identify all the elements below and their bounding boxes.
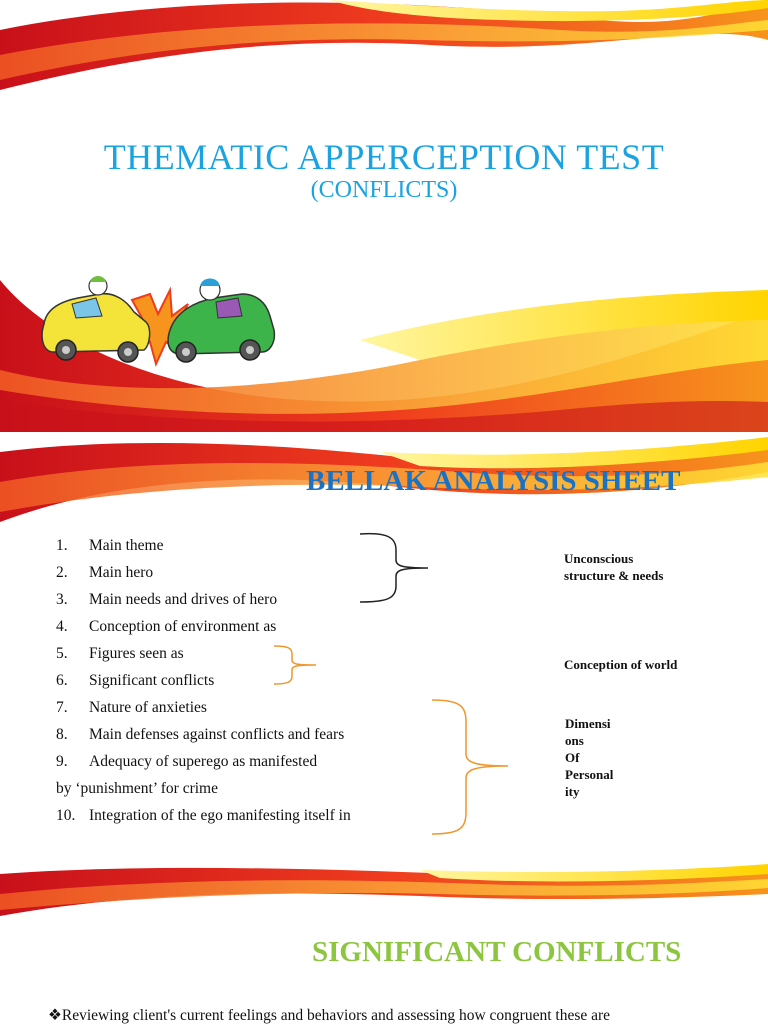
list-item: [56, 616, 351, 643]
list-item: [56, 589, 351, 616]
slide-significant-conflicts: [0, 864, 768, 1024]
label-conception: Conception of world: [564, 657, 678, 672]
list-item: [56, 535, 351, 562]
list-item: [56, 562, 351, 589]
item-number: 3.: [56, 591, 68, 608]
slide-title: [0, 0, 768, 432]
item-number: 2.: [56, 564, 68, 581]
item-text: Nature of anxieties: [89, 699, 207, 716]
top-swoosh-decoration: [0, 0, 768, 100]
item-text: Significant conflicts: [89, 672, 215, 689]
item-number: 10.: [56, 807, 76, 824]
item-text: Conception of environment as: [89, 618, 277, 635]
slide-heading: SIGNIFICANT CONFLICTS: [312, 936, 682, 968]
list-item-continuation: [56, 778, 351, 805]
label-line: Unconscious: [564, 551, 634, 566]
item-number: 9.: [56, 753, 68, 770]
item-number: 8.: [56, 726, 68, 743]
label-line: Personal: [565, 767, 614, 782]
bullet-point: ❖Reviewing client's current feelings and behaviors and assessing how congruent these are: [48, 1007, 611, 1024]
label-unconscious: [564, 550, 663, 584]
label-line: Dimensi: [565, 716, 611, 731]
item-text: Adequacy of superego as manifested: [89, 753, 318, 770]
list-item: [56, 697, 351, 724]
item-number: 5.: [56, 645, 68, 662]
brace-unconscious: [358, 532, 430, 604]
car-crash-illustration: [38, 272, 278, 372]
item-text: Main needs and drives of hero: [89, 591, 278, 608]
list-item: [56, 751, 351, 778]
item-number: 1.: [56, 537, 68, 554]
presentation-subtitle: (CONFLICTS): [310, 177, 458, 203]
item-text: Integration of the ego manifesting itself in: [89, 807, 351, 824]
label-line: Of: [565, 750, 580, 765]
label-line: ity: [565, 784, 580, 799]
item-text: Main hero: [89, 564, 154, 581]
item-number: 7.: [56, 699, 68, 716]
label-line: structure & needs: [564, 568, 664, 583]
item-text: by ‘punishment’ for crime: [56, 780, 218, 797]
item-number: 6.: [56, 672, 68, 689]
item-number: 4.: [56, 618, 68, 635]
brace-conception: [272, 644, 318, 686]
top-swoosh-decoration: [0, 864, 768, 924]
slide-bellak-analysis: [0, 432, 768, 864]
label-line: ons: [565, 733, 584, 748]
item-text: Main theme: [89, 537, 164, 554]
list-item: [56, 724, 351, 751]
presentation-title: THEMATIC APPERCEPTION TEST: [103, 137, 665, 177]
brace-dimensions: [430, 698, 510, 836]
label-dimensions: [565, 715, 613, 800]
slide-heading: BELLAK ANALYSIS SHEET: [306, 465, 681, 497]
list-item: [56, 805, 351, 832]
item-text: Main defenses against conflicts and fears: [89, 726, 345, 743]
item-text: Figures seen as: [89, 645, 184, 662]
